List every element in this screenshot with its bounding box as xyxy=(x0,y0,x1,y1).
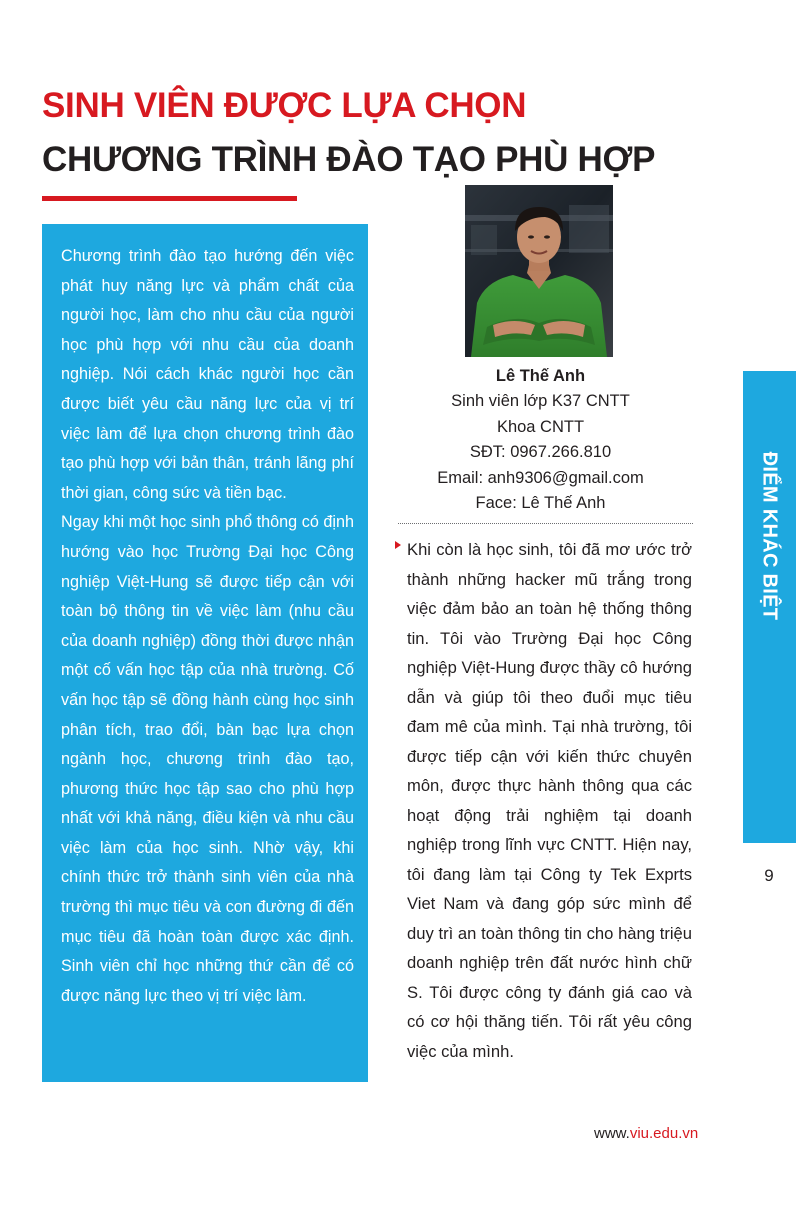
student-email: Email: anh9306@gmail.com xyxy=(437,468,644,487)
student-class: Sinh viên lớp K37 CNTT xyxy=(451,392,630,411)
website-url xyxy=(594,1125,698,1142)
student-testimonial: Khi còn là học sinh, tôi đã mơ ước trở thành những hacker mũ trắng trong việc đảm bảo an toàn hệ thống thông tin. Tôi vào Trường Đại học Công nghiệp Việt-Hung được thầy cô hướng dẫn và giúp tôi theo đuổi mục tiêu đam mê của mình. Tại nhà trường, tôi được tiếp cận với kiến thức chuyên môn, được thực hành thông qua các hoạt động trải nghiệm tại doanh nghiệp trong lĩnh vực CNTT. Hiện nay, tôi đang làm tại Công ty Tek Exprts Viet Nam và đang góp sức mình để duy trì an toàn thông tin cho hàng triệu doanh nghiệp trên đất nước hình chữ S. Tôi được công ty đánh giá cao và có cơ hội thăng tiến. Tôi rất yêu công việc của mình. xyxy=(407,540,692,1061)
section-side-tab-label: ĐIỂM KHÁC BIỆT xyxy=(758,451,781,621)
profile-divider xyxy=(398,523,693,524)
student-faculty: Khoa CNTT xyxy=(496,417,585,436)
page-number: 9 xyxy=(764,866,774,885)
section-side-tab xyxy=(743,371,796,843)
intro-paragraph-2: Ngay khi một học sinh phổ thông có định hướng vào học Trường Đại học Công nghiệp Việt-Hung sẽ được tiếp cận với toàn bộ thông tin về việc làm (nhu cầu của doanh nghiệp) đồng thời được nhận một cố vấn học tập của nhà trường. Cố vấn học tập sẽ đồng hành cùng học sinh phân tích, trao đổi, bàn bạc lựa chọn ngành học, chương trình đào tạo, phương thức học tập sao cho phù hợp nhất với khả năng, điều kiện và nhu cầu việc làm của học sinh. Nhờ vậy, khi chính thức trở thành sinh viên của nhà trường thì mục tiêu và con đường đi đến mục tiêu đã hoàn toàn được xác định. Sinh viên chỉ học những thứ cần để có được năng lực theo vị trí việc làm. xyxy=(61,513,354,1005)
student-facebook: Face: Lê Thế Anh xyxy=(475,494,606,513)
student-name: Lê Thế Anh xyxy=(495,367,586,385)
title-underline xyxy=(42,196,297,201)
intro-paragraph-1: Chương trình đào tạo hướng đến việc phát huy năng lực và phẩm chất của người học, làm cho nhu cầu của người học phù hợp với nhu cầu của doanh nghiệp. Nói cách khác người học cần được biết yêu cầu năng lực của vị trí việc làm để lựa chọn chương trình đào tạo phù hợp với bản thân, tránh lãng phí thời gian, công sức và tiền bạc. xyxy=(61,247,354,502)
website-domain: viu.edu.vn xyxy=(629,1125,699,1142)
triangle-bullet-icon xyxy=(395,541,401,549)
student-profile xyxy=(388,364,693,516)
student-phone: SĐT: 0967.266.810 xyxy=(469,443,612,462)
website-prefix: www. xyxy=(594,1125,630,1142)
page-title-line-1: SINH VIÊN ĐƯỢC LỰA CHỌN xyxy=(42,86,527,125)
student-portrait-photo xyxy=(465,185,613,357)
intro-text-box xyxy=(42,224,368,1082)
page-title-line-2: CHƯƠNG TRÌNH ĐÀO TẠO PHÙ HỢP xyxy=(42,140,656,179)
